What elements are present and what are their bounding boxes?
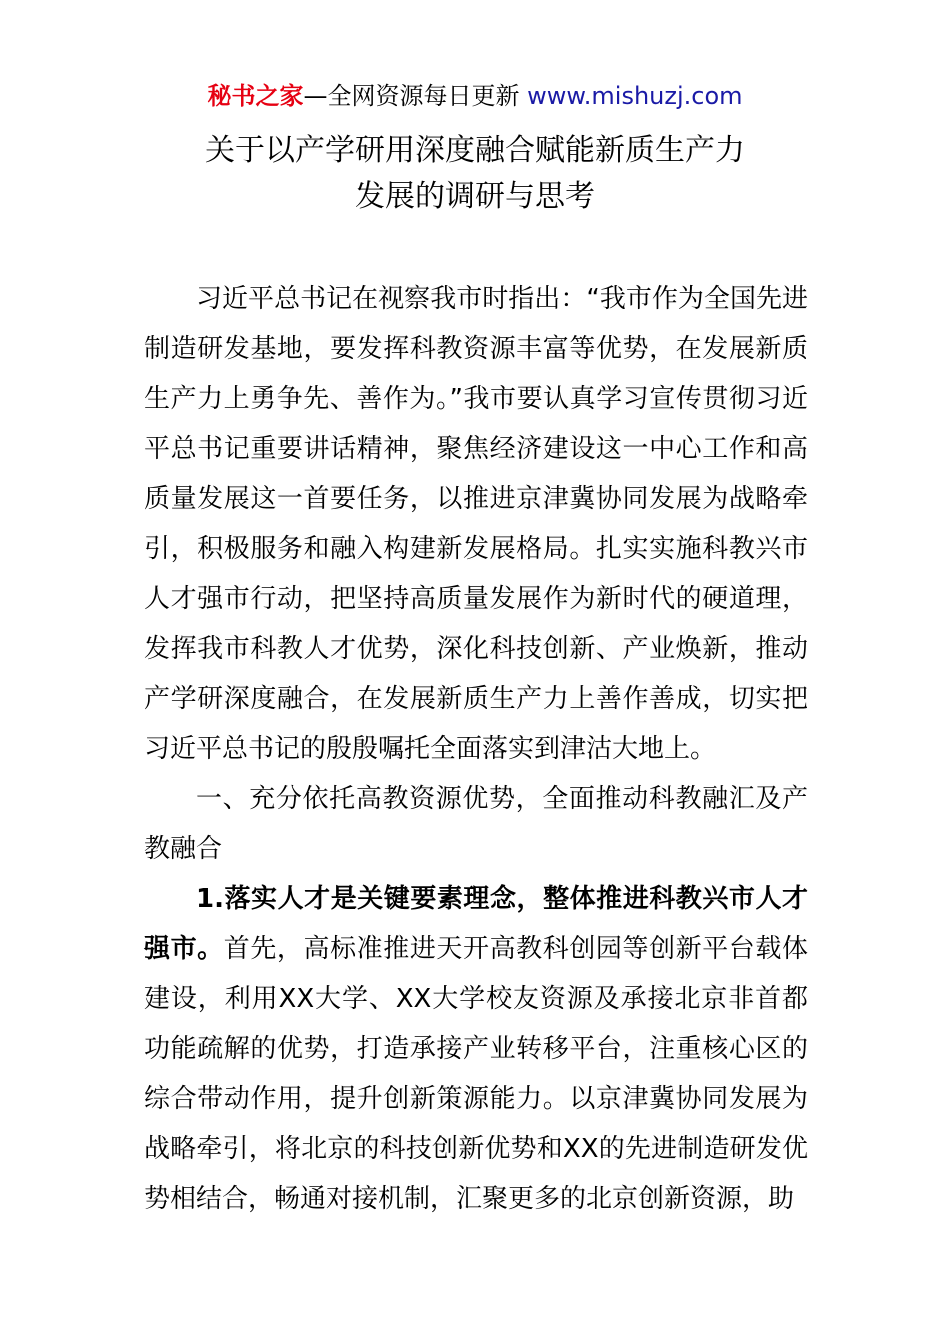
section-1-heading: 一、充分依托高教资源优势，全面推动科教融汇及产教融合: [144, 784, 808, 864]
point-1-text: 首先，高标准推进天开高教科创园等创新平台载体建设，利用XX大学、XX大学校友资源及承接北京非首都功能疏解的优势，打造承接产业转移平台，注重核心区的综合带动作用，提升创新策源能力。以京津冀协同发展为战略牵引，将北京的科技创新优势和XX的先进制造研发优势相结合，畅通对接机制，汇聚更多的北京创新资源，助: [144, 934, 808, 1214]
site-tagline: —全网资源每日更新: [303, 82, 520, 110]
document-title-line-1: 关于以产学研用深度融合赋能新质生产力: [205, 133, 745, 168]
document-title: [0, 128, 950, 220]
point-1-lead: 1.落实人才是关键要素理念，整体推进科教兴市人才强市。: [144, 884, 808, 964]
point-1-paragraph: [144, 874, 808, 1224]
document-title-line-2: 发展的调研与思考: [355, 179, 595, 214]
site-brand: 秘书之家: [207, 82, 304, 110]
document-body: [144, 274, 808, 1224]
site-header: [0, 80, 950, 112]
intro-paragraph: 习近平总书记在视察我市时指出：“我市作为全国先进制造研发基地，要发挥科教资源丰富等优势，在发展新质生产力上勇争先、善作为。”我市要认真学习宣传贯彻习近平总书记重要讲话精神，聚焦经济建设这一中心工作和高质量发展这一首要任务，以推进京津冀协同发展为战略牵引，积极服务和融入构建新发展格局。扎实实施科教兴市人才强市行动，把坚持高质量发展作为新时代的硬道理，发挥我市科教人才优势，深化科技创新、产业焕新，推动产学研深度融合，在发展新质生产力上善作善成，切实把习近平总书记的殷殷嘱托全面落实到津沽大地上。: [144, 284, 808, 764]
site-url-link[interactable]: www.mishuzj.com: [527, 82, 743, 110]
